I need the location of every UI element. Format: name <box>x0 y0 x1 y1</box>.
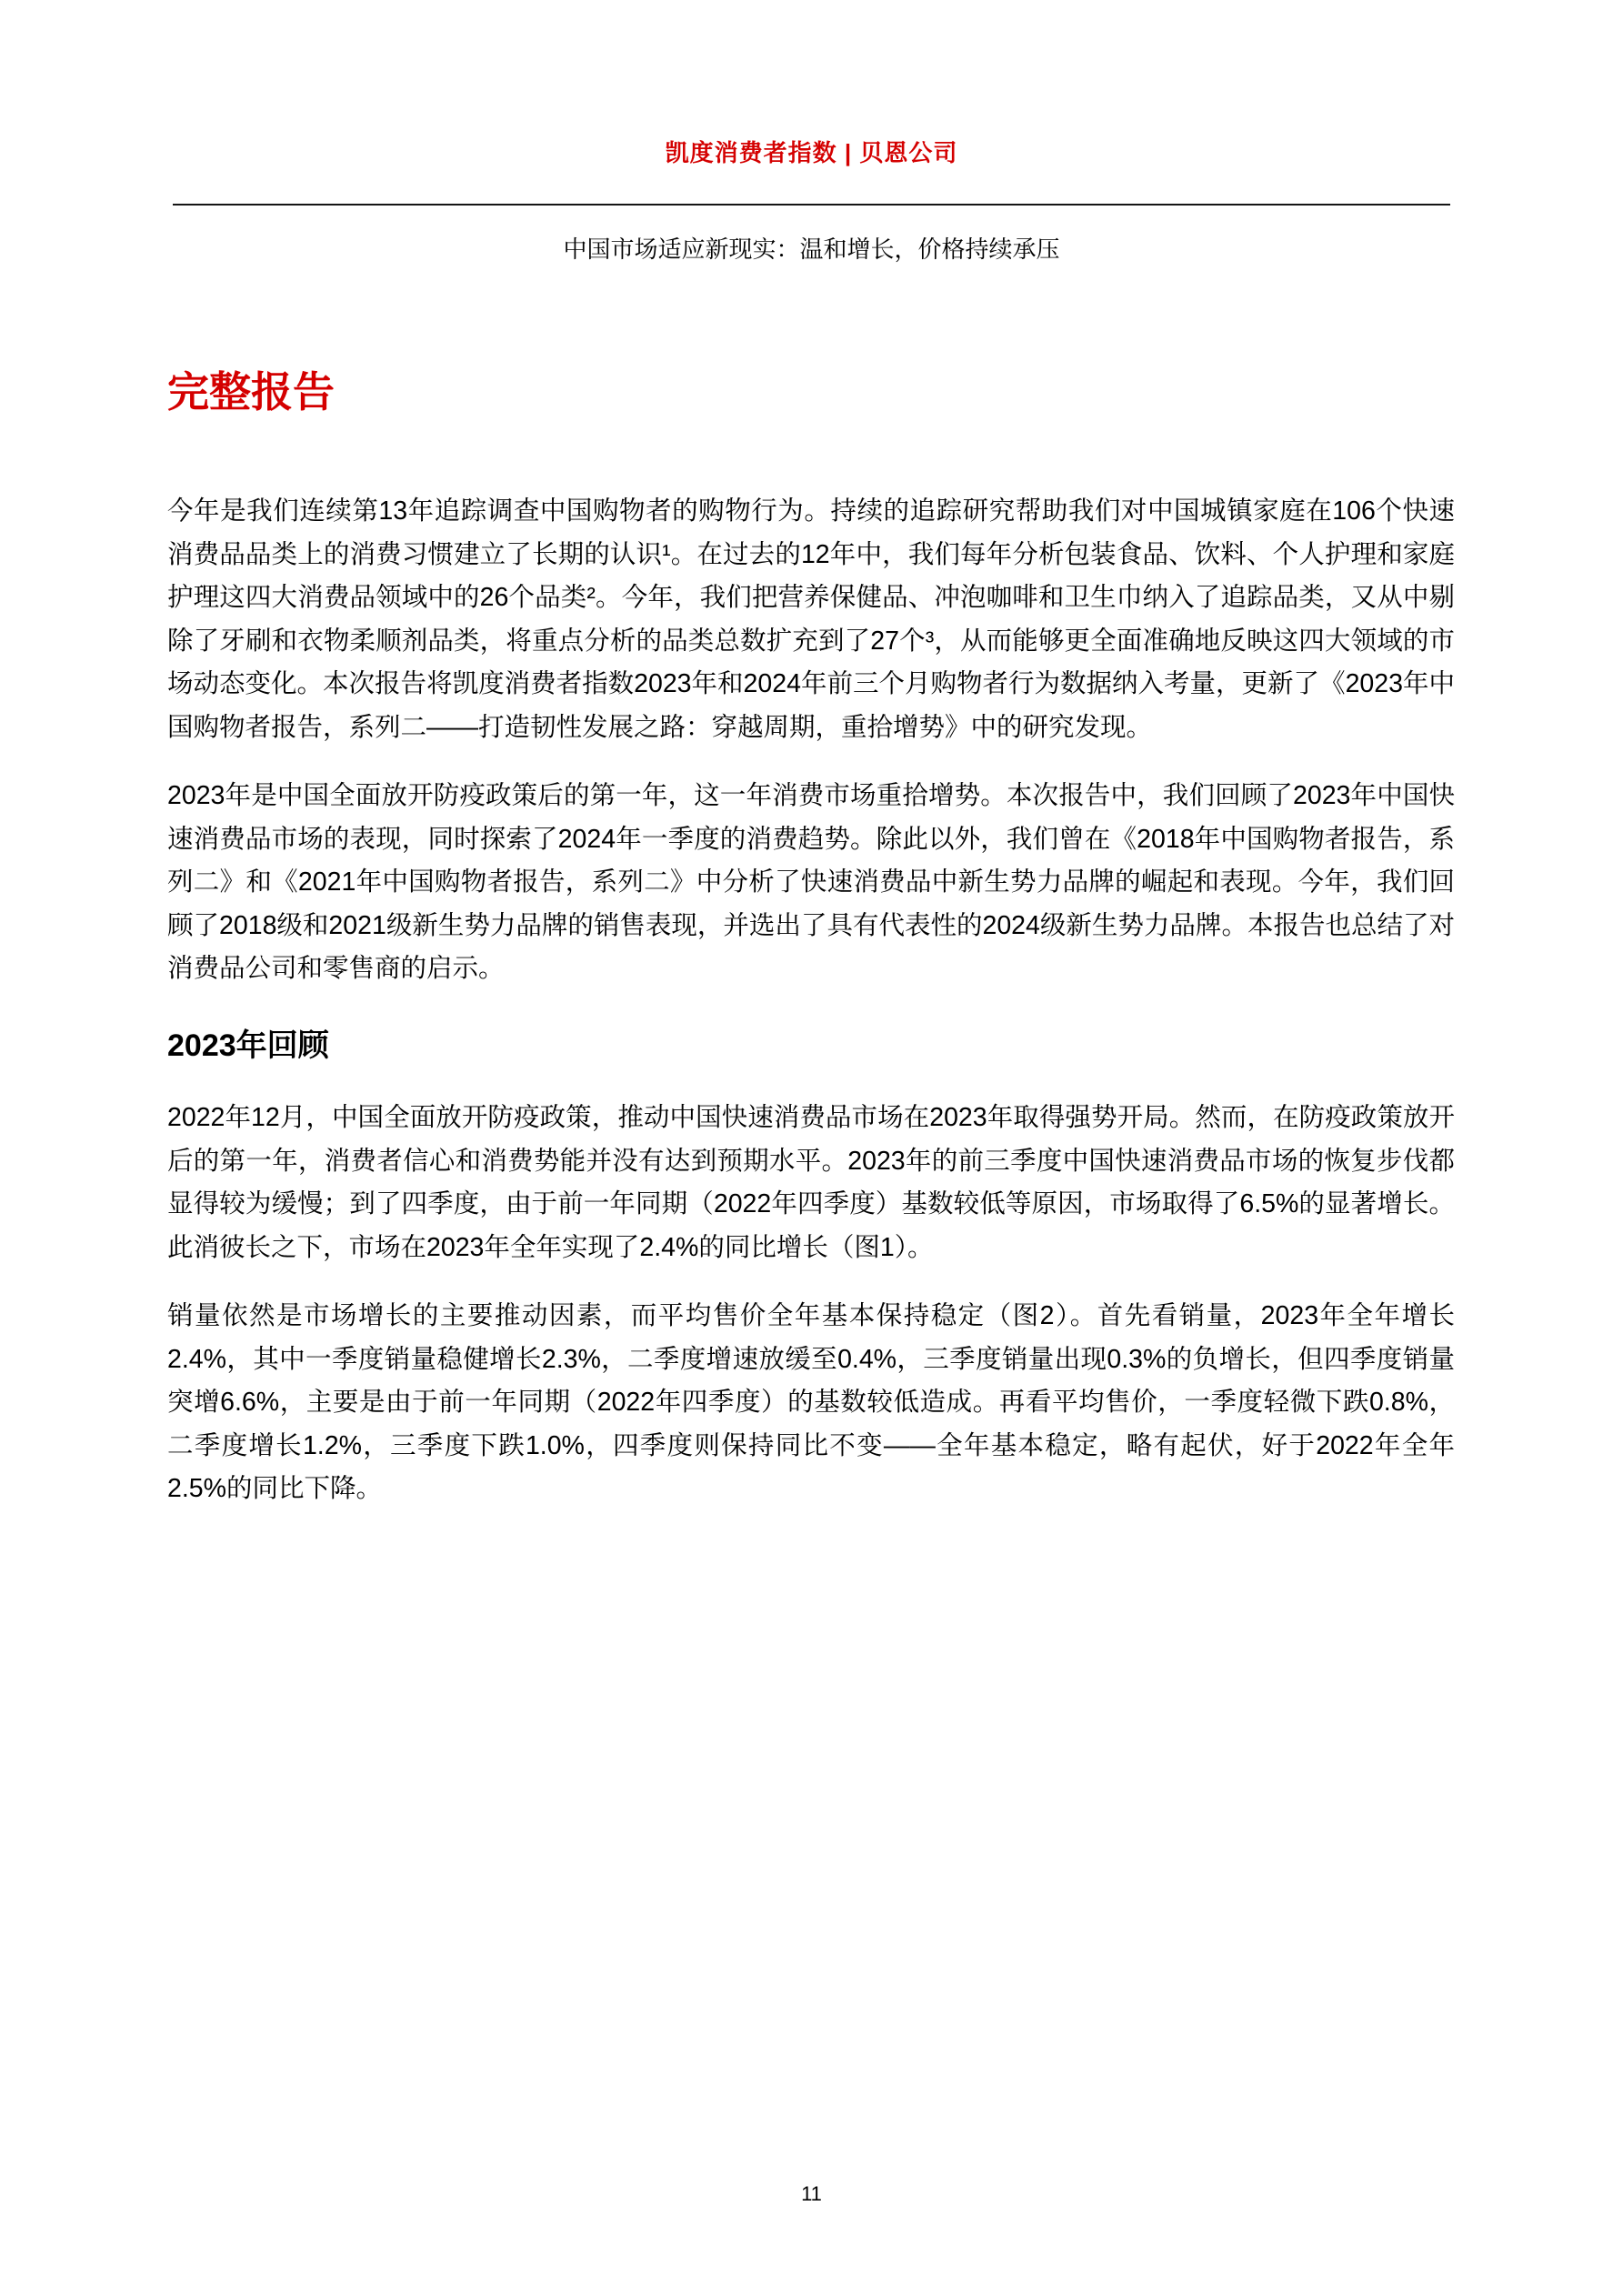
review-paragraph-2: 销量依然是市场增长的主要推动因素，而平均售价全年基本保持稳定（图2）。首先看销量，2023年全年增长2.4%，其中一季度销量稳健增长2.3%，二季度增速放缓至0.4%，三季度销量出现0.3%的负增长，但四季度销量突增6.6%，主要是由于前一年同期（2022年四季度）的基数较低造成。再看平均售价，一季度轻微下跌0.8%，二季度增长1.2%，三季度下跌1.0%，四季度则保持同比不变——全年基本稳定，略有起伏，好于2022年全年2.5%的同比下降。 <box>167 1301 1455 1504</box>
page-number: 11 <box>801 2182 822 2205</box>
section-heading-2023-review: 2023年回顾 <box>167 1028 329 1063</box>
intro-paragraph-2: 2023年是中国全面放开防疫政策后的第一年，这一年消费市场重拾增势。本次报告中，我们回顾了2023年中国快速消费品市场的表现，同时探索了2024年一季度的消费趋势。除此以外，我们曾在《2018年中国购物者报告，系列二》和《2021年中国购物者报告，系列二》中分析了快速消费品中新生势力品牌的崛起和表现。今年，我们回顾了2018级和2021级新生势力品牌的销售表现，并选出了具有代表性的2024级新生势力品牌。本报告也总结了对消费品公司和零售商的启示。 <box>167 781 1455 984</box>
brand-header: 凯度消费者指数 | 贝恩公司 <box>665 139 958 166</box>
report-body <box>167 367 1455 1537</box>
page-subtitle: 中国市场适应新现实：温和增长，价格持续承压 <box>563 236 1060 263</box>
intro-paragraph-1: 今年是我们连续第13年追踪调查中国购物者的购物行为。持续的追踪研究帮助我们对中国城镇家庭在106个快速消费品品类上的消费习惯建立了长期的认识¹。在过去的12年中，我们每年分析包装食品、饮料、个人护理和家庭护理这四大消费品领域中的26个品类²。今年，我们把营养保健品、冲泡咖啡和卫生巾纳入了追踪品类，又从中剔除了牙刷和衣物柔顺剂品类，将重点分析的品类总数扩充到了27个³，从而能够更全面准确地反映这四大领域的市场动态变化。本次报告将凯度消费者指数2023年和2024年前三个月购物者行为数据纳入考量，更新了《2023年中国购物者报告，系列二——打造韧性发展之路：穿越周期，重拾增势》中的研究发现。 <box>167 496 1455 742</box>
report-title: 完整报告 <box>167 368 335 416</box>
review-paragraph-1: 2022年12月，中国全面放开防疫政策，推动中国快速消费品市场在2023年取得强势开局。然而，在防疫政策放开后的第一年，消费者信心和消费势能并没有达到预期水平。2023年的前三季度中国快速消费品市场的恢复步伐都显得较为缓慢；到了四季度，由于前一年同期（2022年四季度）基数较低等原因，市场取得了6.5%的显著增长。此消彼长之下，市场在2023年全年实现了2.4%的同比增长（图1）。 <box>167 1103 1455 1262</box>
header-divider <box>173 204 1450 206</box>
